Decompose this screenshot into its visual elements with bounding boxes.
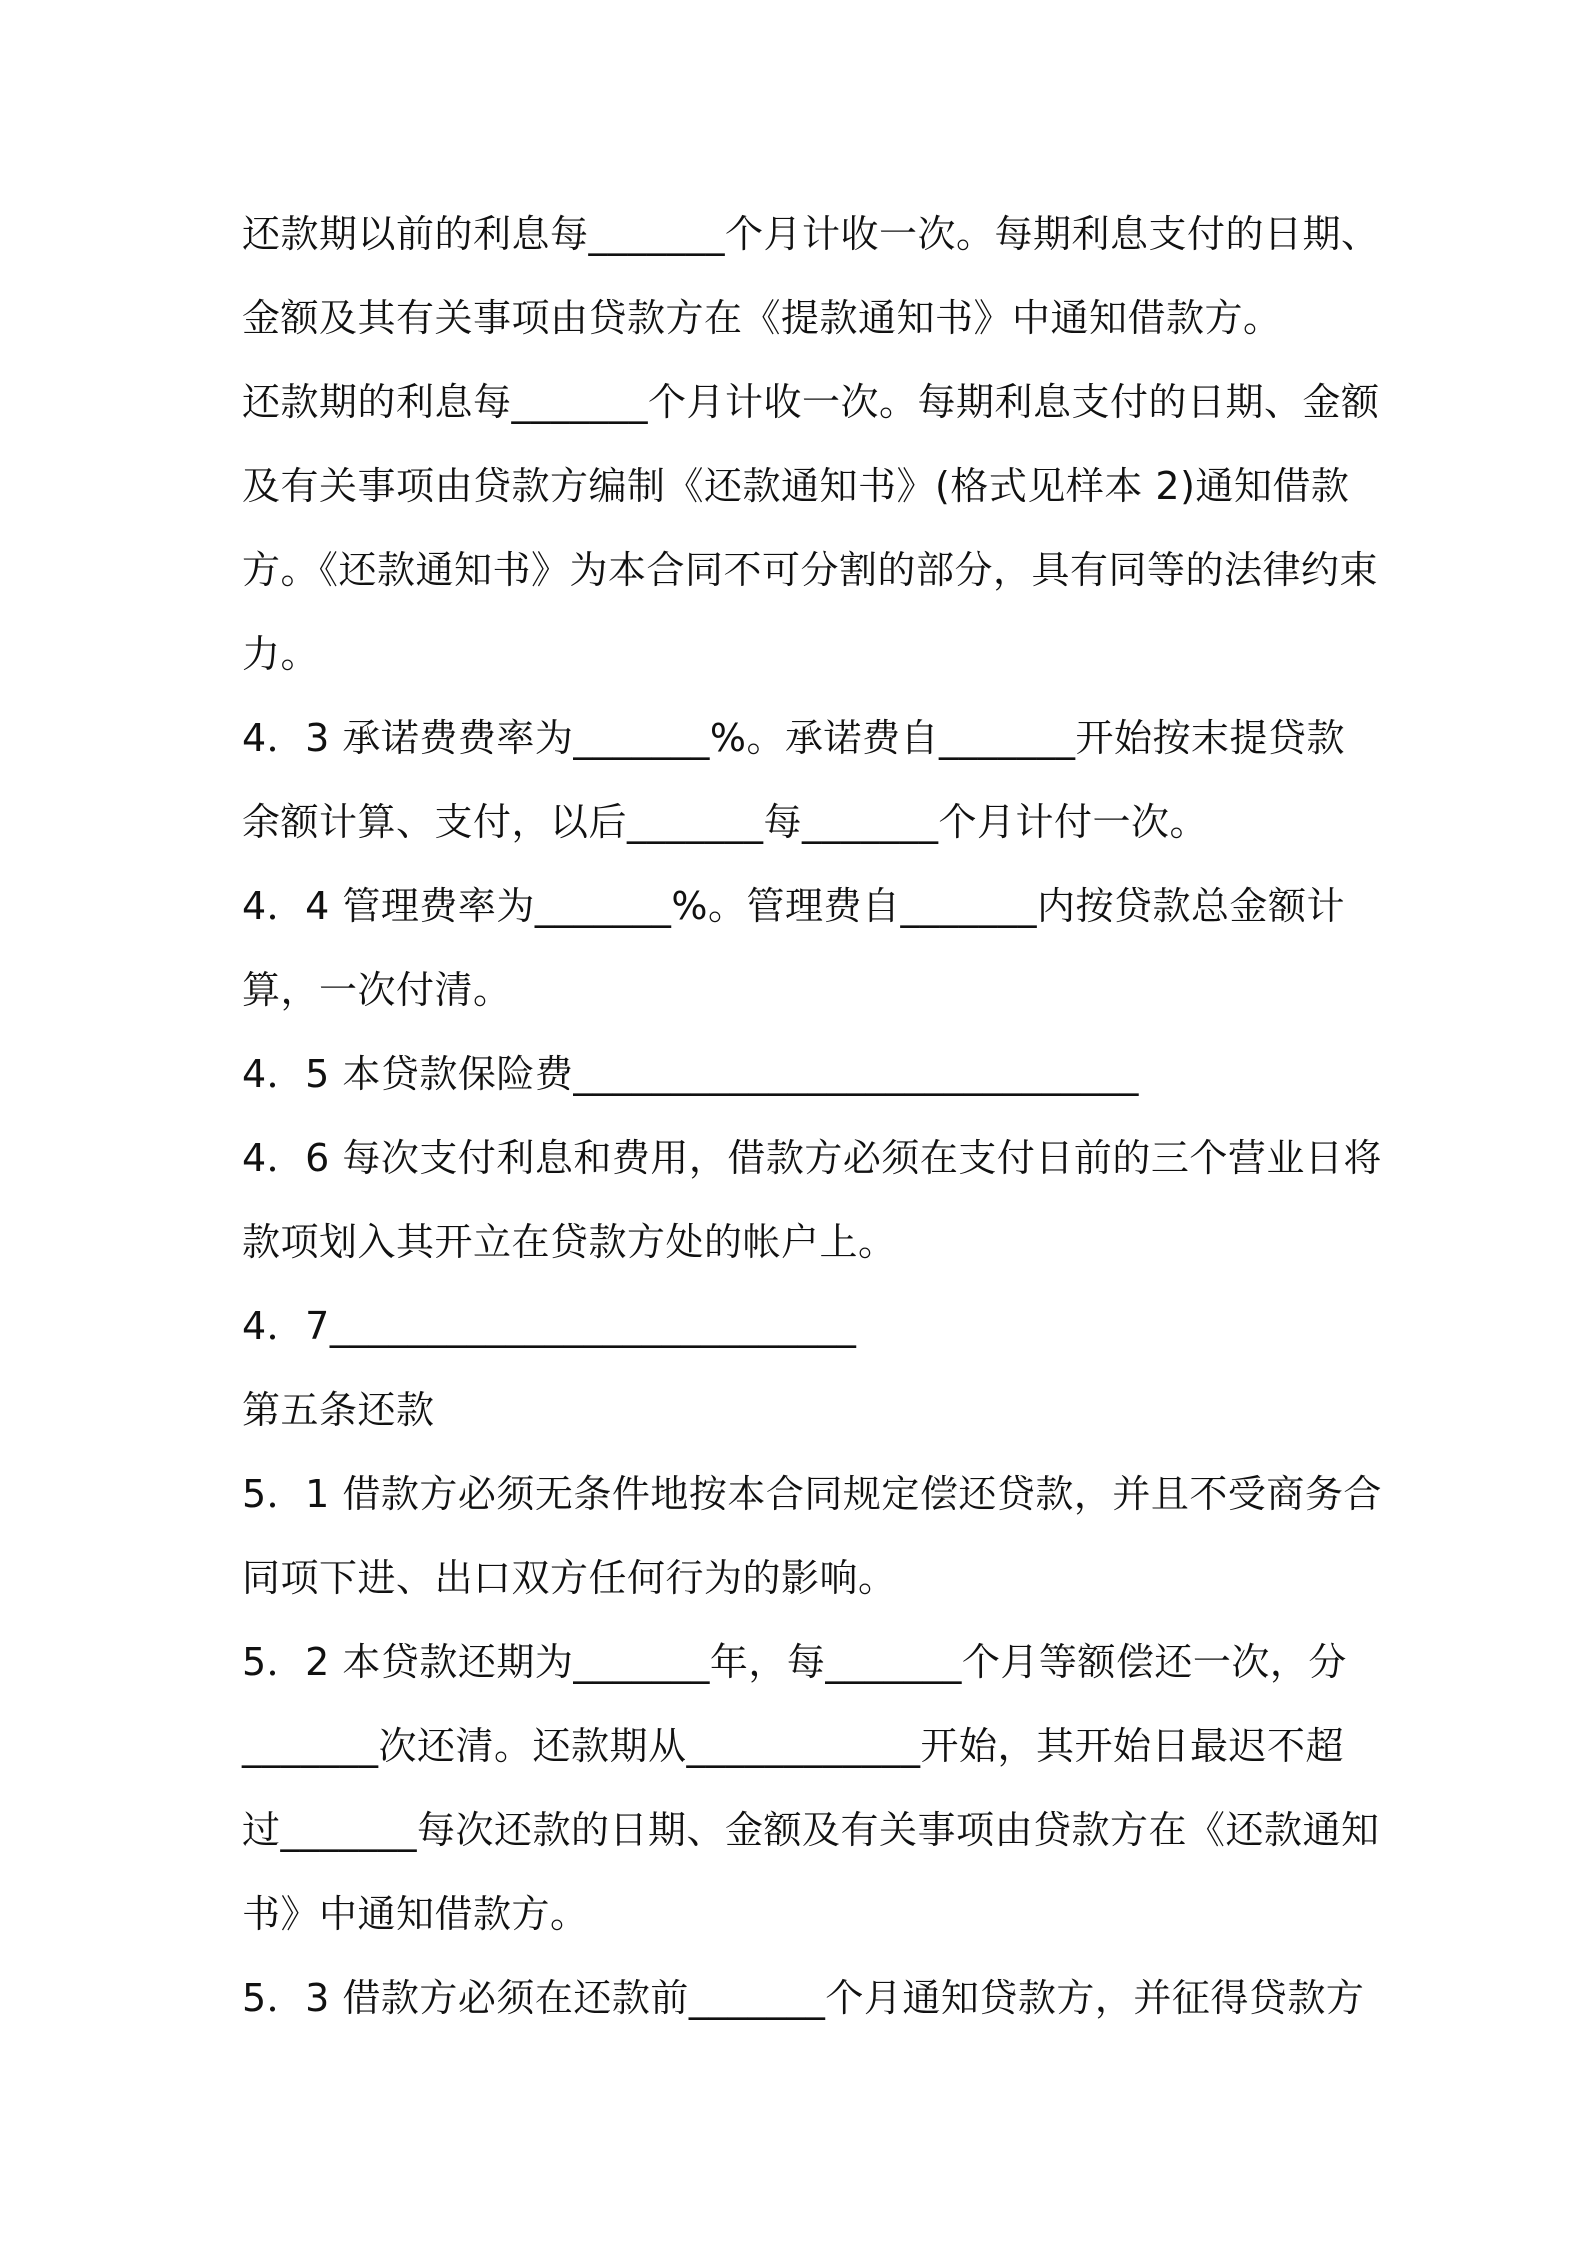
article-heading: 第五条还款 <box>242 1388 435 1432</box>
document-body <box>242 192 1382 2040</box>
text-line: _______次还清。还款期从____________开始，其开始日最迟不超 <box>242 1724 1345 1768</box>
clause-4-4-line: 4．4 管理费率为_______%。管理费自_______内按贷款总金额计 <box>242 884 1346 928</box>
text-line: 方。《还款通知书》为本合同不可分割的部分，具有同等的法律约束 <box>242 548 1379 592</box>
text-line: 款项划入其开立在贷款方处的帐户上。 <box>242 1220 897 1264</box>
text-line: 同项下进、出口双方任何行为的影响。 <box>242 1556 897 1600</box>
clause-4-6-line: 4．6 每次支付利息和费用，借款方必须在支付日前的三个营业日将 <box>242 1136 1382 1180</box>
text-line: 书》中通知借款方。 <box>242 1892 589 1936</box>
text-line: 及有关事项由贷款方编制《还款通知书》(格式见样本 2)通知借款 <box>242 464 1350 508</box>
text-line: 过_______每次还款的日期、金额及有关事项由贷款方在《还款通知 <box>242 1808 1380 1852</box>
clause-4-5-line: 4．5 本贷款保险费_____________________________ <box>242 1052 1139 1096</box>
text-line: 金额及其有关事项由贷款方在《提款通知书》中通知借款方。 <box>242 296 1282 340</box>
clause-5-2-line: 5．2 本贷款还期为_______年，每_______个月等额偿还一次，分 <box>242 1640 1347 1684</box>
clause-5-3-line: 5．3 借款方必须在还款前_______个月通知贷款方，并征得贷款方 <box>242 1976 1365 2020</box>
clause-5-1-line: 5．1 借款方必须无条件地按本合同规定偿还贷款，并且不受商务合 <box>242 1472 1382 1516</box>
clause-4-7-line: 4．7___________________________ <box>242 1304 857 1348</box>
text-line: 还款期以前的利息每_______个月计收一次。每期利息支付的日期、 <box>242 212 1380 256</box>
clause-4-3-line: 4．3 承诺费费率为_______%。承诺费自_______开始按末提贷款 <box>242 716 1346 760</box>
text-line: 力。 <box>242 632 320 676</box>
text-line: 算，一次付清。 <box>242 968 512 1012</box>
text-line: 余额计算、支付，以后_______每_______个月计付一次。 <box>242 800 1209 844</box>
text-line: 还款期的利息每_______个月计收一次。每期利息支付的日期、金额 <box>242 380 1380 424</box>
